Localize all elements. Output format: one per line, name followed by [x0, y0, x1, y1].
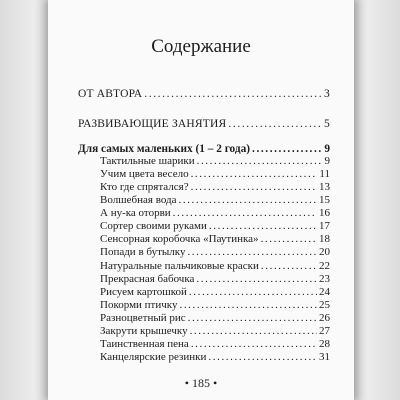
- toc-item-label: Сенсорная коробочка «Паутинка»: [100, 233, 259, 245]
- toc-item-label: Кто где спрятался?: [100, 181, 189, 193]
- toc-item-page: 15: [319, 194, 330, 206]
- dot-leader: [173, 207, 317, 219]
- dot-leader: [189, 286, 317, 298]
- toc-item-page: 16: [319, 207, 330, 219]
- toc-item-label: Волшебная вода: [100, 194, 177, 206]
- toc-entry-major: [78, 118, 330, 130]
- toc-item: [100, 168, 330, 180]
- toc-entry-label: ОТ АВТОРА: [78, 88, 143, 100]
- toc-item: [100, 338, 330, 350]
- toc-item: [100, 207, 330, 219]
- toc-item-label: Тактильные шарики: [100, 155, 195, 167]
- dot-leader: [196, 273, 317, 285]
- dot-leader: [208, 351, 317, 363]
- toc-item-page: 24: [319, 286, 330, 298]
- toc-item-page: 20: [319, 246, 330, 258]
- toc-section-heading: [78, 143, 330, 155]
- dot-leader: [179, 194, 318, 206]
- toc-item: [100, 286, 330, 298]
- toc-item: [100, 325, 330, 337]
- toc-item-label: Таинственная пена: [100, 338, 189, 350]
- toc-item: [100, 220, 330, 232]
- toc-item-label: Разноцветный рис: [100, 312, 186, 324]
- toc-item-page: 25: [319, 299, 330, 311]
- dot-leader: [144, 88, 322, 100]
- dot-leader: [209, 220, 317, 232]
- toc-item-label: Покорми птичку: [100, 299, 178, 311]
- dot-leader: [187, 246, 317, 258]
- toc-item-label: Сортер своими руками: [100, 220, 207, 232]
- toc-item-page: 28: [319, 338, 330, 350]
- dot-leader: [197, 155, 323, 167]
- toc-entry-page: 3: [324, 88, 330, 100]
- toc-item-page: 9: [324, 155, 330, 167]
- toc-entry-page: 5: [324, 118, 330, 130]
- toc-item-page: 31: [319, 351, 330, 363]
- toc-item: [100, 194, 330, 206]
- toc-item: [100, 299, 330, 311]
- dot-leader: [179, 299, 317, 311]
- toc-item-page: 22: [319, 260, 330, 272]
- toc-item-page: 23: [319, 273, 330, 285]
- toc-item-page: 17: [319, 220, 330, 232]
- right-page-edge: [354, 0, 400, 400]
- page-number: • 185 •: [184, 376, 218, 390]
- dot-leader: [188, 312, 317, 324]
- toc-item-page: 11: [319, 168, 330, 180]
- dot-leader: [228, 118, 322, 130]
- toc-item-label: Натуральные пальчиковые краски: [100, 260, 259, 272]
- toc-item-label: Канцелярские резинки: [100, 351, 207, 363]
- dot-leader: [252, 143, 322, 155]
- toc-item: [100, 233, 330, 245]
- toc-item: [100, 273, 330, 285]
- toc-item-label: Закрути крышечку: [100, 325, 188, 337]
- toc-item: [100, 155, 330, 167]
- dot-leader: [191, 168, 318, 180]
- toc-item-page: 18: [319, 233, 330, 245]
- dot-leader: [261, 260, 317, 272]
- toc-item: [100, 246, 330, 258]
- toc-item: [100, 351, 330, 363]
- book-page: [48, 0, 354, 400]
- toc-item-label: Рисуем картошкой: [100, 286, 187, 298]
- dot-leader: [190, 325, 317, 337]
- left-page-edge: [0, 0, 48, 400]
- dot-leader: [191, 181, 317, 193]
- page-title: Содержание: [151, 36, 251, 57]
- toc-item-page: 27: [319, 325, 330, 337]
- dot-leader: [191, 338, 317, 350]
- toc-item-page: 13: [319, 181, 330, 193]
- toc-item-label: Попади в бутылку: [100, 246, 186, 258]
- dot-leader: [261, 233, 317, 245]
- toc-entry-major: [78, 88, 330, 100]
- toc-item: [100, 260, 330, 272]
- toc-entry-label: РАЗВИВАЮЩИЕ ЗАНЯТИЯ: [78, 118, 227, 130]
- toc-item-label: А ну-ка оторви: [100, 207, 171, 219]
- toc-section-page: 9: [324, 143, 330, 155]
- toc-item-label: Прекрасная бабочка: [100, 273, 195, 285]
- toc-item-label: Учим цвета весело: [100, 168, 189, 180]
- toc-item-page: 26: [319, 312, 330, 324]
- toc-section-label: Для самых маленьких (1 – 2 года): [78, 143, 251, 155]
- toc-item: [100, 181, 330, 193]
- toc-item: [100, 312, 330, 324]
